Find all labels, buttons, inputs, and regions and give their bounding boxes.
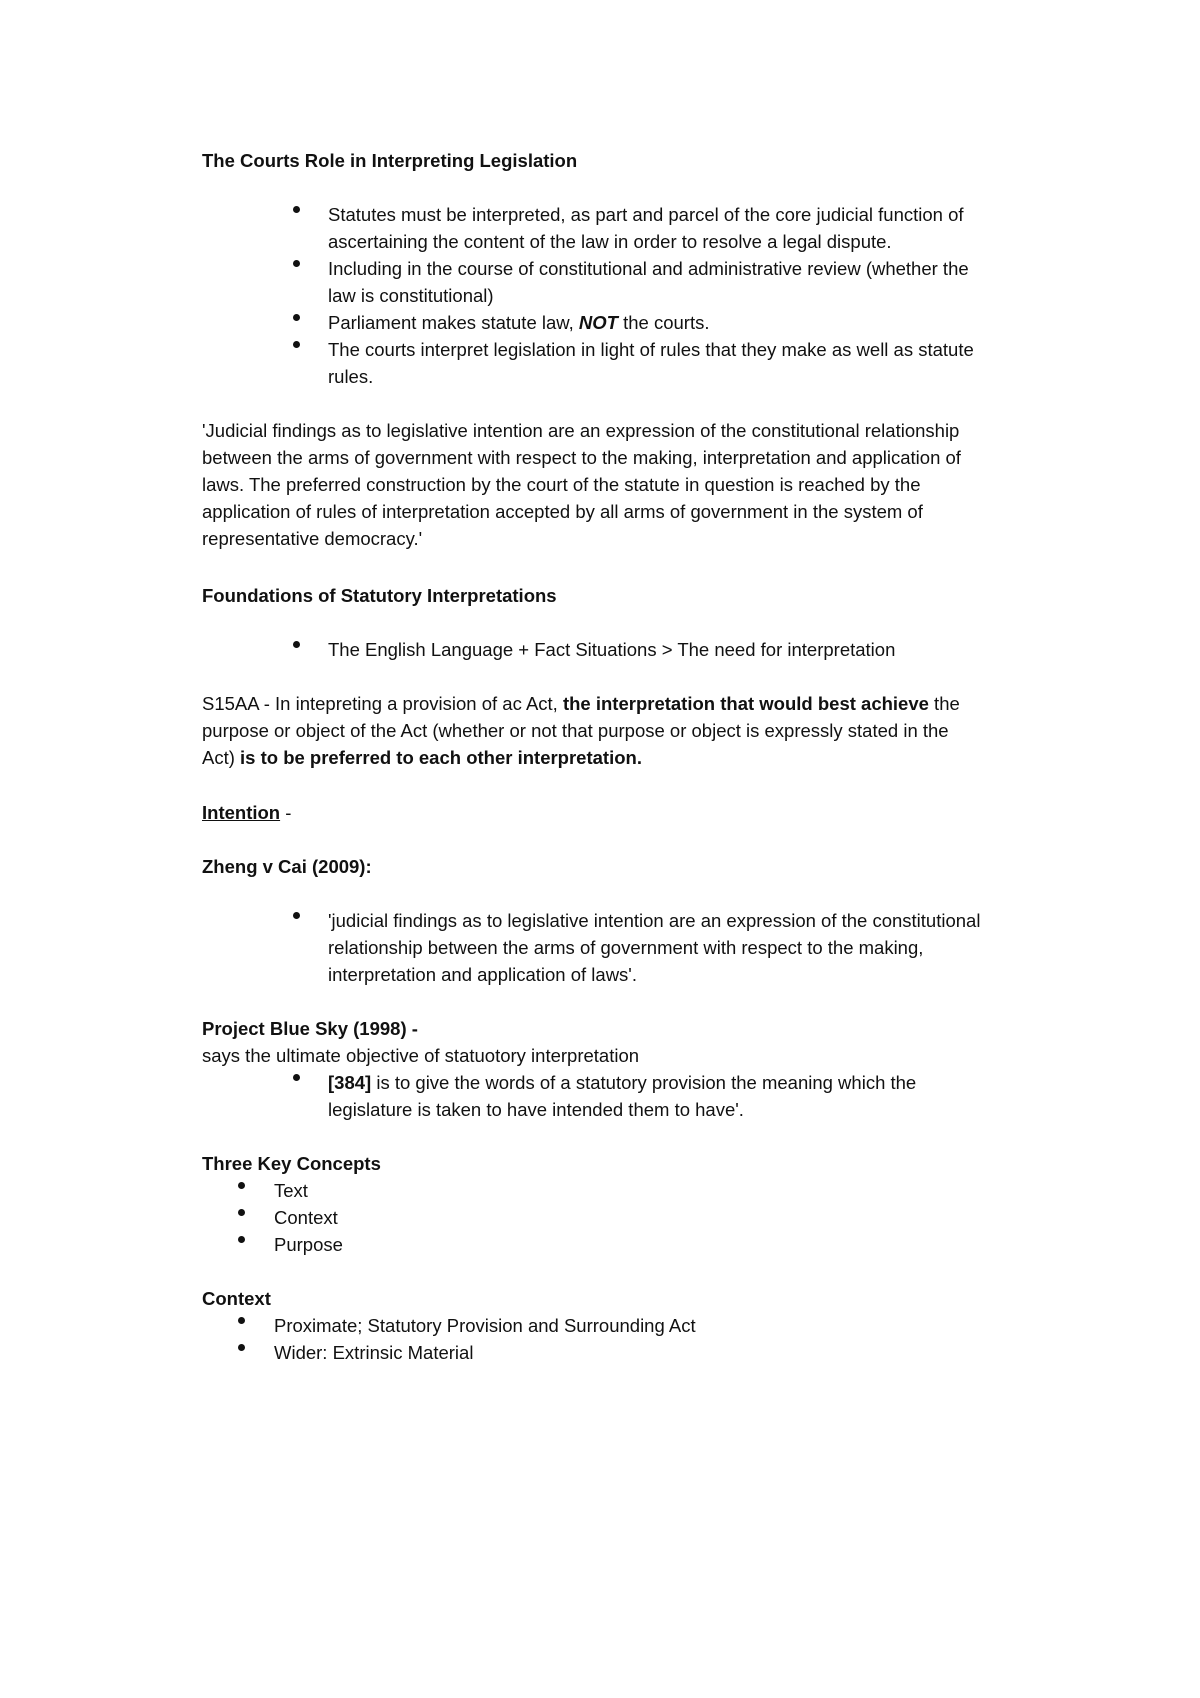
foundations-heading: Foundations of Statutory Interpretations <box>202 585 557 606</box>
bullet-text: law is constitutional) <box>328 285 494 306</box>
quote-line: laws. The preferred construction by the court of the statute in question is reached by the <box>202 474 921 495</box>
s15aa-line <box>202 690 960 717</box>
paragraph-ref: [384] <box>328 1072 372 1093</box>
bullet-text: ascertaining the content of the law in order to resolve a legal dispute. <box>328 231 892 252</box>
list-item: Text <box>274 1180 308 1201</box>
doc-title: The Courts Role in Interpreting Legislation <box>202 150 578 171</box>
s15aa-emphasis: is to be preferred to each other interpretation. <box>234 747 642 768</box>
s15aa-text: the <box>928 693 960 714</box>
s15aa-text: S15AA - In intepreting a provision of ac Act, <box>202 693 563 714</box>
bullet-text: 'judicial findings as to legislative intention are an expression of the constitutional <box>328 910 981 931</box>
bullet-text-part: Parliament makes statute law, <box>328 312 579 333</box>
bullet-text-part: the courts. <box>617 312 710 333</box>
list-item: Purpose <box>274 1234 343 1255</box>
bullet-icon <box>238 1317 245 1324</box>
quote-line: representative democracy.' <box>202 528 423 549</box>
quote-line: between the arms of government with respect to the making, interpretation and application of <box>202 447 961 468</box>
bullet-icon <box>293 314 300 321</box>
emphasis-not: NOT <box>578 312 618 333</box>
bullet-icon <box>293 641 300 648</box>
bullet-text <box>328 1069 916 1096</box>
s15aa-emphasis: the interpretation that would best achieve <box>562 693 929 714</box>
intention-label: Intention <box>202 802 281 823</box>
s15aa-line <box>202 744 642 771</box>
list-item: Wider: Extrinsic Material <box>274 1342 474 1363</box>
bullet-text: Statutes must be interpreted, as part and parcel of the core judicial function of <box>328 204 964 225</box>
bullet-icon <box>238 1236 245 1243</box>
context-heading: Context <box>202 1288 271 1309</box>
key-concepts-heading: Three Key Concepts <box>202 1153 381 1174</box>
bullet-icon <box>293 260 300 267</box>
quote-line: application of rules of interpretation accepted by all arms of government in the system of <box>202 501 923 522</box>
intention-heading <box>202 799 291 826</box>
bullet-text: rules. <box>328 366 374 387</box>
bullet-icon <box>293 206 300 213</box>
list-item: Context <box>274 1207 338 1228</box>
bullet-icon <box>238 1209 245 1216</box>
bullet-icon <box>238 1182 245 1189</box>
s15aa-text: Act) <box>202 747 235 768</box>
blue-sky-heading: Project Blue Sky (1998) - <box>202 1018 418 1039</box>
bullet-icon <box>238 1344 245 1351</box>
bullet-text: The English Language + Fact Situations > The need for interpretation <box>328 639 896 660</box>
bullet-icon <box>293 1074 300 1081</box>
list-item: Proximate; Statutory Provision and Surrounding Act <box>274 1315 696 1336</box>
bullet-text: interpretation and application of laws'. <box>328 964 637 985</box>
zheng-heading: Zheng v Cai (2009): <box>202 856 372 877</box>
bullet-icon <box>293 912 300 919</box>
bullet-text <box>328 309 709 336</box>
bullet-text: legislature is taken to have intended them to have'. <box>328 1099 744 1120</box>
s15aa-line: purpose or object of the Act (whether or not that purpose or object is expressly stated in the <box>202 720 949 741</box>
blue-sky-intro: says the ultimate objective of statuotory interpretation <box>202 1045 640 1066</box>
bullet-text: relationship between the arms of government with respect to the making, <box>328 937 924 958</box>
bullet-text-part: is to give the words of a statutory provision the meaning which the <box>371 1072 917 1093</box>
bullet-text: Including in the course of constitutional and administrative review (whether the <box>328 258 969 279</box>
bullet-icon <box>293 341 300 348</box>
quote-line: 'Judicial findings as to legislative intention are an expression of the constitutional relationship <box>202 420 960 441</box>
intention-dash: - <box>280 802 292 823</box>
bullet-text: The courts interpret legislation in light of rules that they make as well as statute <box>328 339 974 360</box>
